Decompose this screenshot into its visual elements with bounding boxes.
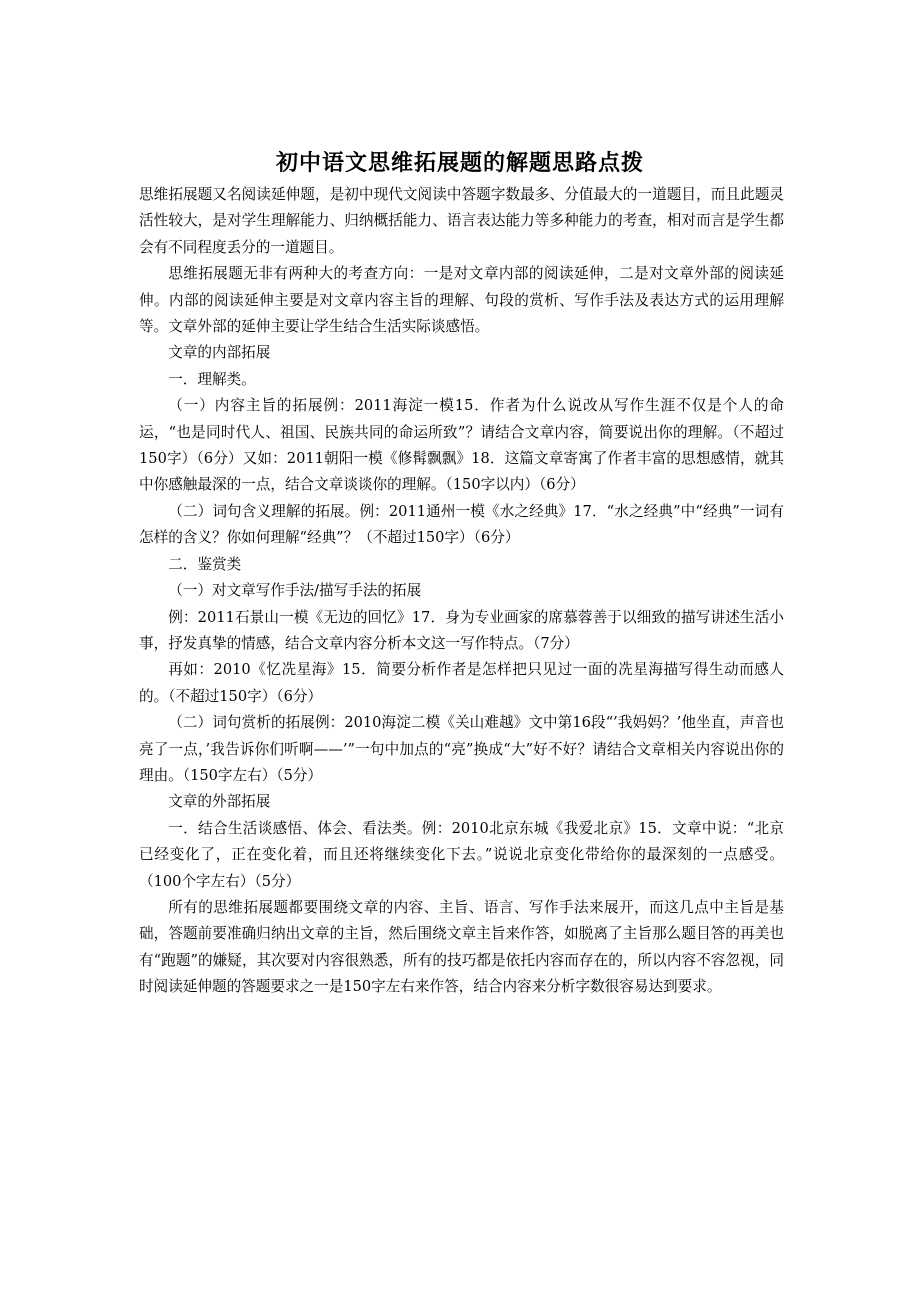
- paragraph-content-theme: （一）内容主旨的拓展例：2011海淀一模15．作者为什么说改从写作生涯不仅是个人的命运，“也是同时代人、祖国、民族共同的命运所致”？请结合文章内容，简要说出你的理解。（不超过150字）（6分）又如：2011朝阳一模《修髯飘飘》18．这篇文章寄寓了作者丰富的思想感情，就其中你感触最深的一点，结合文章谈谈你的理解。（150字以内）（6分）: [139, 397, 784, 494]
- paragraph-writing-technique: （一）对文章写作手法/描写手法的拓展: [168, 582, 422, 600]
- paragraph-directions: 思维拓展题无非有两种大的考查方向：一是对文章内部的阅读延伸，二是对文章外部的阅读延伸。内部的阅读延伸主要是对文章内容主旨的理解、句段的赏析、写作手法及表达方式的运用理解等。文章外部的延伸主要让学生结合生活实际谈感悟。: [139, 265, 784, 336]
- subheading-appreciation: 二．鉴赏类: [168, 555, 242, 573]
- subheading-understanding: 一．理解类。: [168, 370, 256, 388]
- paragraph-example-shijingshan: 例：2011石景山一模《无边的回忆》17．身为专业画家的席慕蓉善于以细致的描写讲述生活小事，抒发真挚的情感，结合文章内容分析本文这一写作特点。（7分）: [139, 608, 784, 652]
- paragraph-conclusion: 所有的思维拓展题都要围绕文章的内容、主旨、语言、写作手法来展开，而这几点中主旨是基础，答题前要准确归纳出文章的主旨，然后围绕文章主旨来作答，如脱离了主旨那么题目答的再美也有“跑题”的嫌疑，其次要对内容很熟悉，所有的技巧都是依托内容而存在的，所以内容不容忽视，同时阅读延伸题的答题要求之一是150字左右来作答，结合内容来分析字数很容易达到要求。: [139, 898, 784, 996]
- paragraph-word-meaning: （二）词句含义理解的拓展。例：2011通州一模《水之经典》17．“水之经典”中“经典”一词有怎样的含义？你如何理解“经典”？（不超过150字）（6分）: [139, 502, 784, 547]
- document-title: 初中语文思维拓展题的解题思路点拨: [275, 150, 644, 176]
- paragraph-intro: 思维拓展题又名阅读延伸题，是初中现代文阅读中答题字数最多、分值最大的一道题目，而且此题灵活性较大，是对学生理解能力、归纳概括能力、语言表达能力等多种能力的考查，相对而言是学生都会有不同程度丢分的一道题目。: [139, 186, 784, 256]
- paragraph-life-reflection: 一．结合生活谈感悟、体会、看法类。例：2010北京东城《我爱北京》15．文章中说：“北京已经变化了，正在变化着，而且还将继续变化下去。”说说北京变化带给你的最深刻的一点感受。（100个字左右）（5分）: [139, 819, 784, 890]
- paragraph-example-xianxinghai: 再如：2010《忆冼星海》15．简要分析作者是怎样把只见过一面的冼星海描写得生动而感人的。（不超过150字）（6分）: [139, 661, 784, 705]
- paragraph-word-appreciation: （二）词句赏析的拓展例：2010海淀二模《关山难越》文中第16段“’我妈妈？’他坐直，声音也亮了一点，’我告诉你们听啊——’”一句中加点的“亮”换成“大”好不好？请结合文章相关内容说出你的理由。（150字左右）（5分）: [139, 714, 784, 784]
- section-heading-internal: 文章的内部拓展: [168, 344, 271, 362]
- document-body: [139, 182, 784, 1001]
- section-heading-external: 文章的外部拓展: [168, 793, 271, 811]
